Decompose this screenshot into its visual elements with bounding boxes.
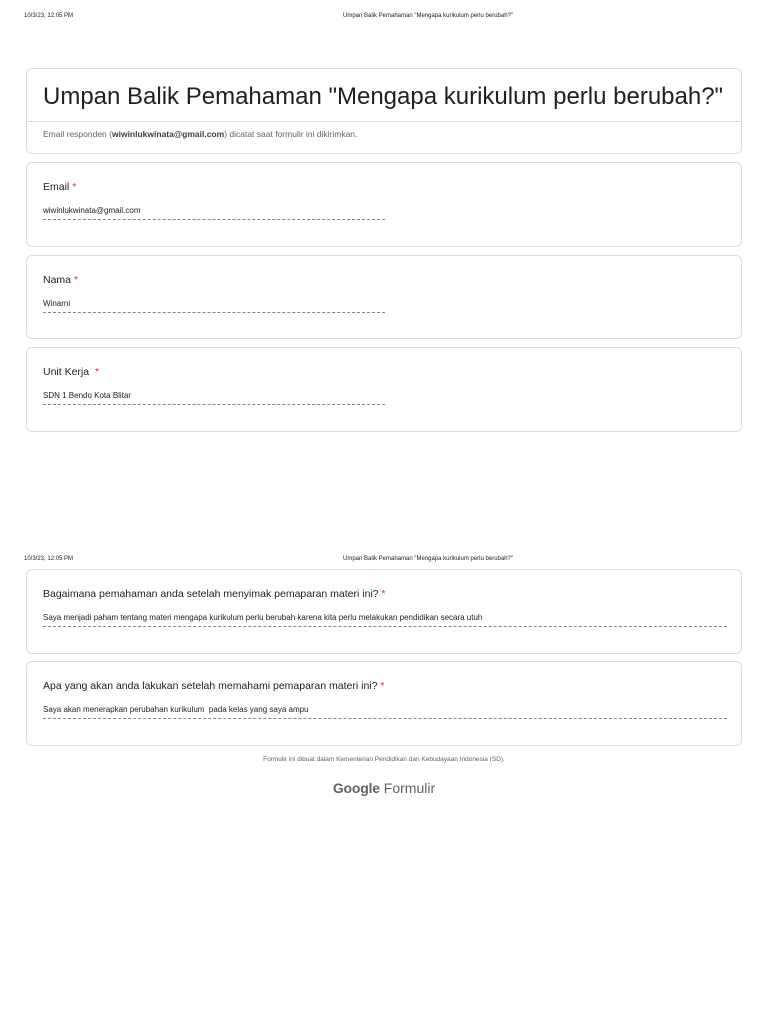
question-label [43,366,99,378]
title-divider [27,121,741,122]
required-marker: * [94,366,100,378]
answer-underline [43,219,385,220]
print-header-page-2 [0,556,768,568]
question-card-nama [26,255,742,339]
answer-pemahaman[interactable]: Saya menjadi paham tentang materi mengapa kurikulum perlu berubah karena kita perlu melakukan pendidikan secara utuh [43,613,483,622]
required-marker: * [73,274,79,286]
answer-underline [43,312,385,313]
answer-nama[interactable]: Winarni [43,299,71,308]
question-label [43,680,384,692]
answer-underline [43,626,727,627]
question-label-text: Nama [43,274,72,286]
print-title: Umpan Balik Pemahaman "Mengapa kurikulum perlu berubah?" [342,556,514,562]
answer-underline [43,404,385,405]
print-header-page-1 [0,13,768,25]
required-marker: * [381,588,386,600]
answer-email[interactable]: wiwinlukwinata@gmail.com [43,206,141,215]
question-label [43,588,386,600]
form-title: Umpan Balik Pemahaman "Mengapa kurikulum perlu berubah?" [43,83,724,110]
print-timestamp: 10/3/23, 12:05 PM [24,556,74,562]
print-timestamp: 10/3/23, 12:05 PM [24,13,74,19]
forms-wordmark: Formulir [383,780,436,796]
question-label-text: Apa yang akan anda lakukan setelah memahami pemaparan materi ini? [43,680,378,692]
answer-unit-kerja[interactable]: SDN 1 Bendo Kota Blitar [43,391,132,400]
answer-tindakan[interactable]: Saya akan menerapkan perubahan kurikulum pada kelas yang saya ampu [43,705,309,714]
google-wordmark: Google [332,780,380,796]
question-label-text: Email [43,181,70,193]
question-label [43,181,76,193]
form-footer-note: Formulir ini dibuat dalam Kementerian Pendidikan dan Kebudayaan Indonesia (SD). [263,756,505,763]
question-label-text: Bagaimana pemahaman anda setelah menyimak pemaparan materi ini? [43,588,379,600]
google-forms-logo[interactable] [0,780,768,796]
email-note-prefix: Email responden ( [43,129,112,139]
question-label-text: Unit Kerja [43,366,93,378]
print-title: Umpan Balik Pemahaman "Mengapa kurikulum perlu berubah?" [342,13,514,19]
question-card-email [26,162,742,247]
required-marker: * [380,680,385,692]
question-card-tindakan [26,661,742,746]
email-collection-note [43,129,357,139]
respondent-email: wiwinlukwinata@gmail.com [111,129,225,139]
required-marker: * [72,181,77,193]
question-card-unit-kerja [26,347,742,432]
form-title-card [26,68,742,154]
question-label [43,274,78,286]
email-note-suffix: ) dicatat saat formulir ini dikirimkan. [224,129,358,139]
question-card-pemahaman [26,569,742,654]
answer-underline [43,718,727,719]
